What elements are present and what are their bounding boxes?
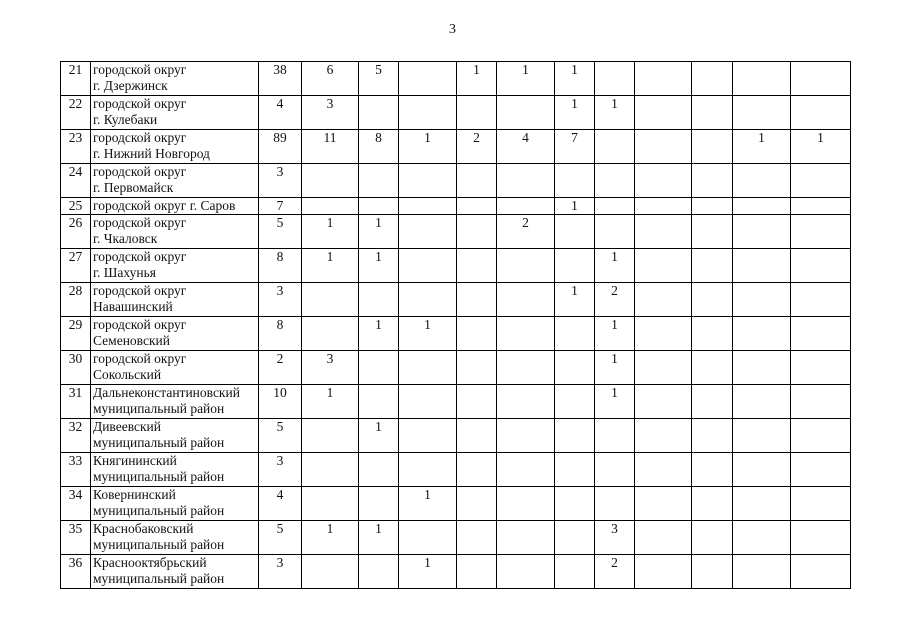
district-name: городской округ Сокольский: [91, 351, 259, 385]
value-cell: [359, 351, 399, 385]
value-cell: 1: [399, 317, 457, 351]
value-cell: [359, 385, 399, 419]
value-cell: 1: [555, 283, 595, 317]
value-cell: [692, 351, 733, 385]
value-cell: [692, 453, 733, 487]
value-cell: [457, 555, 497, 589]
value-cell: 5: [259, 521, 302, 555]
value-cell: [595, 164, 635, 198]
table-row: [61, 453, 851, 487]
value-cell: [399, 164, 457, 198]
row-number: 21: [61, 62, 91, 96]
value-cell: 1: [733, 130, 791, 164]
value-cell: [555, 419, 595, 453]
row-number: 36: [61, 555, 91, 589]
table-row: [61, 317, 851, 351]
value-cell: [457, 249, 497, 283]
row-number: 32: [61, 419, 91, 453]
district-name: городской округ Навашинский: [91, 283, 259, 317]
value-cell: [692, 283, 733, 317]
value-cell: [733, 283, 791, 317]
value-cell: [555, 249, 595, 283]
value-cell: [791, 164, 851, 198]
value-cell: [733, 62, 791, 96]
value-cell: [302, 453, 359, 487]
value-cell: 5: [359, 62, 399, 96]
value-cell: [635, 62, 692, 96]
table-row: [61, 215, 851, 249]
value-cell: [635, 96, 692, 130]
value-cell: [497, 351, 555, 385]
table-row: [61, 62, 851, 96]
value-cell: [635, 521, 692, 555]
value-cell: 3: [302, 96, 359, 130]
value-cell: [595, 62, 635, 96]
value-cell: [791, 521, 851, 555]
value-cell: [399, 198, 457, 215]
value-cell: [457, 164, 497, 198]
value-cell: 1: [595, 385, 635, 419]
value-cell: [399, 215, 457, 249]
value-cell: [457, 419, 497, 453]
value-cell: 1: [555, 96, 595, 130]
value-cell: 3: [302, 351, 359, 385]
value-cell: [733, 521, 791, 555]
value-cell: [302, 283, 359, 317]
district-name: Ковернинский муниципальный район: [91, 487, 259, 521]
value-cell: [359, 164, 399, 198]
value-cell: 1: [302, 215, 359, 249]
value-cell: 1: [359, 521, 399, 555]
value-cell: [791, 487, 851, 521]
value-cell: [791, 419, 851, 453]
value-cell: 1: [399, 555, 457, 589]
value-cell: [399, 385, 457, 419]
value-cell: [791, 385, 851, 419]
value-cell: [359, 96, 399, 130]
value-cell: [692, 164, 733, 198]
value-cell: [595, 130, 635, 164]
value-cell: 1: [791, 130, 851, 164]
value-cell: [692, 249, 733, 283]
row-number: 34: [61, 487, 91, 521]
row-number: 31: [61, 385, 91, 419]
row-number: 35: [61, 521, 91, 555]
value-cell: [457, 317, 497, 351]
value-cell: [555, 555, 595, 589]
value-cell: 38: [259, 62, 302, 96]
value-cell: 3: [259, 555, 302, 589]
value-cell: [555, 487, 595, 521]
value-cell: [399, 351, 457, 385]
value-cell: [635, 317, 692, 351]
value-cell: 4: [497, 130, 555, 164]
table-row: [61, 521, 851, 555]
value-cell: [635, 555, 692, 589]
value-cell: 1: [302, 385, 359, 419]
row-number: 30: [61, 351, 91, 385]
table-row: [61, 385, 851, 419]
value-cell: [733, 198, 791, 215]
value-cell: [457, 385, 497, 419]
value-cell: [635, 164, 692, 198]
value-cell: [635, 130, 692, 164]
value-cell: 1: [359, 317, 399, 351]
district-name: Дивеевский муниципальный район: [91, 419, 259, 453]
value-cell: [635, 249, 692, 283]
value-cell: [399, 283, 457, 317]
value-cell: [497, 419, 555, 453]
value-cell: [733, 215, 791, 249]
value-cell: 1: [555, 62, 595, 96]
value-cell: [692, 96, 733, 130]
value-cell: [399, 419, 457, 453]
table-row: [61, 351, 851, 385]
value-cell: [497, 198, 555, 215]
value-cell: [692, 555, 733, 589]
table-row: [61, 198, 851, 215]
value-cell: [733, 419, 791, 453]
district-name: Краснооктябрьский муниципальный район: [91, 555, 259, 589]
value-cell: [399, 521, 457, 555]
district-name: Княгининский муниципальный район: [91, 453, 259, 487]
value-cell: [497, 555, 555, 589]
value-cell: [457, 198, 497, 215]
row-number: 33: [61, 453, 91, 487]
value-cell: [733, 164, 791, 198]
value-cell: [555, 215, 595, 249]
value-cell: [457, 96, 497, 130]
district-name: Краснобаковский муниципальный район: [91, 521, 259, 555]
value-cell: 1: [457, 62, 497, 96]
value-cell: 4: [259, 96, 302, 130]
value-cell: [733, 351, 791, 385]
table-row: [61, 487, 851, 521]
value-cell: [555, 164, 595, 198]
value-cell: [791, 62, 851, 96]
value-cell: [359, 453, 399, 487]
value-cell: [635, 351, 692, 385]
value-cell: [457, 521, 497, 555]
row-number: 23: [61, 130, 91, 164]
value-cell: [635, 198, 692, 215]
district-name: городской округ г. Первомайск: [91, 164, 259, 198]
value-cell: [555, 385, 595, 419]
value-cell: [733, 96, 791, 130]
value-cell: [497, 96, 555, 130]
value-cell: [359, 198, 399, 215]
value-cell: [791, 555, 851, 589]
table-row: [61, 419, 851, 453]
value-cell: [359, 487, 399, 521]
value-cell: [692, 130, 733, 164]
value-cell: [399, 62, 457, 96]
value-cell: 1: [359, 215, 399, 249]
value-cell: [635, 283, 692, 317]
value-cell: [733, 453, 791, 487]
value-cell: 3: [259, 453, 302, 487]
value-cell: [457, 351, 497, 385]
value-cell: 2: [259, 351, 302, 385]
value-cell: [692, 487, 733, 521]
value-cell: [302, 317, 359, 351]
value-cell: [791, 317, 851, 351]
value-cell: [791, 453, 851, 487]
value-cell: [692, 419, 733, 453]
value-cell: [692, 215, 733, 249]
value-cell: [555, 521, 595, 555]
value-cell: [595, 487, 635, 521]
value-cell: [457, 453, 497, 487]
value-cell: [791, 351, 851, 385]
district-name: городской округ Семеновский: [91, 317, 259, 351]
value-cell: 1: [595, 96, 635, 130]
value-cell: [733, 249, 791, 283]
value-cell: [399, 249, 457, 283]
value-cell: 3: [595, 521, 635, 555]
value-cell: [497, 521, 555, 555]
value-cell: [497, 317, 555, 351]
value-cell: [359, 555, 399, 589]
value-cell: [791, 283, 851, 317]
value-cell: [692, 385, 733, 419]
value-cell: 4: [259, 487, 302, 521]
value-cell: [399, 453, 457, 487]
value-cell: [595, 453, 635, 487]
table-row: [61, 249, 851, 283]
value-cell: [555, 351, 595, 385]
district-name: городской округ г. Нижний Новгород: [91, 130, 259, 164]
value-cell: [733, 317, 791, 351]
value-cell: 2: [457, 130, 497, 164]
value-cell: [457, 283, 497, 317]
value-cell: [457, 487, 497, 521]
value-cell: [635, 453, 692, 487]
value-cell: [692, 198, 733, 215]
value-cell: 8: [259, 317, 302, 351]
district-name: городской округ г. Кулебаки: [91, 96, 259, 130]
value-cell: [733, 487, 791, 521]
value-cell: [791, 249, 851, 283]
district-name: городской округ г. Шахунья: [91, 249, 259, 283]
value-cell: [302, 555, 359, 589]
value-cell: 10: [259, 385, 302, 419]
value-cell: [692, 317, 733, 351]
value-cell: [497, 164, 555, 198]
district-name: городской округ г. Дзержинск: [91, 62, 259, 96]
value-cell: [635, 385, 692, 419]
value-cell: [359, 283, 399, 317]
value-cell: [791, 215, 851, 249]
value-cell: [692, 62, 733, 96]
value-cell: [497, 249, 555, 283]
value-cell: 2: [595, 283, 635, 317]
table-body: [61, 62, 851, 589]
value-cell: 11: [302, 130, 359, 164]
district-name: Дальнеконстантиновский муниципальный район: [91, 385, 259, 419]
row-number: 27: [61, 249, 91, 283]
value-cell: [733, 555, 791, 589]
value-cell: 3: [259, 283, 302, 317]
value-cell: 2: [497, 215, 555, 249]
table-row: [61, 283, 851, 317]
row-number: 25: [61, 198, 91, 215]
value-cell: 2: [595, 555, 635, 589]
row-number: 26: [61, 215, 91, 249]
value-cell: [635, 419, 692, 453]
value-cell: 1: [595, 351, 635, 385]
value-cell: 1: [302, 249, 359, 283]
value-cell: [635, 487, 692, 521]
table-row: [61, 130, 851, 164]
row-number: 24: [61, 164, 91, 198]
value-cell: [302, 164, 359, 198]
value-cell: [302, 487, 359, 521]
value-cell: [791, 198, 851, 215]
value-cell: 1: [399, 130, 457, 164]
value-cell: [302, 198, 359, 215]
value-cell: 1: [595, 249, 635, 283]
value-cell: [302, 419, 359, 453]
value-cell: [791, 96, 851, 130]
value-cell: [595, 198, 635, 215]
value-cell: 6: [302, 62, 359, 96]
value-cell: 1: [359, 249, 399, 283]
value-cell: 1: [302, 521, 359, 555]
value-cell: [497, 385, 555, 419]
value-cell: [595, 215, 635, 249]
value-cell: 1: [359, 419, 399, 453]
value-cell: 89: [259, 130, 302, 164]
value-cell: 1: [399, 487, 457, 521]
value-cell: [733, 385, 791, 419]
value-cell: [497, 453, 555, 487]
row-number: 29: [61, 317, 91, 351]
row-number: 22: [61, 96, 91, 130]
value-cell: 5: [259, 215, 302, 249]
district-name: городской округ г. Чкаловск: [91, 215, 259, 249]
value-cell: 3: [259, 164, 302, 198]
value-cell: 8: [259, 249, 302, 283]
value-cell: 7: [259, 198, 302, 215]
statistics-table: [60, 61, 851, 589]
value-cell: 5: [259, 419, 302, 453]
table-row: [61, 96, 851, 130]
value-cell: 1: [595, 317, 635, 351]
value-cell: [497, 283, 555, 317]
table-row: [61, 555, 851, 589]
value-cell: 7: [555, 130, 595, 164]
value-cell: [692, 521, 733, 555]
value-cell: 8: [359, 130, 399, 164]
value-cell: 1: [497, 62, 555, 96]
district-name: городской округ г. Саров: [91, 198, 259, 215]
value-cell: [555, 317, 595, 351]
value-cell: [595, 419, 635, 453]
value-cell: [497, 487, 555, 521]
value-cell: [399, 96, 457, 130]
value-cell: [635, 215, 692, 249]
value-cell: 1: [555, 198, 595, 215]
page-number: 3: [449, 22, 456, 37]
value-cell: [457, 215, 497, 249]
row-number: 28: [61, 283, 91, 317]
value-cell: [555, 453, 595, 487]
table-row: [61, 164, 851, 198]
